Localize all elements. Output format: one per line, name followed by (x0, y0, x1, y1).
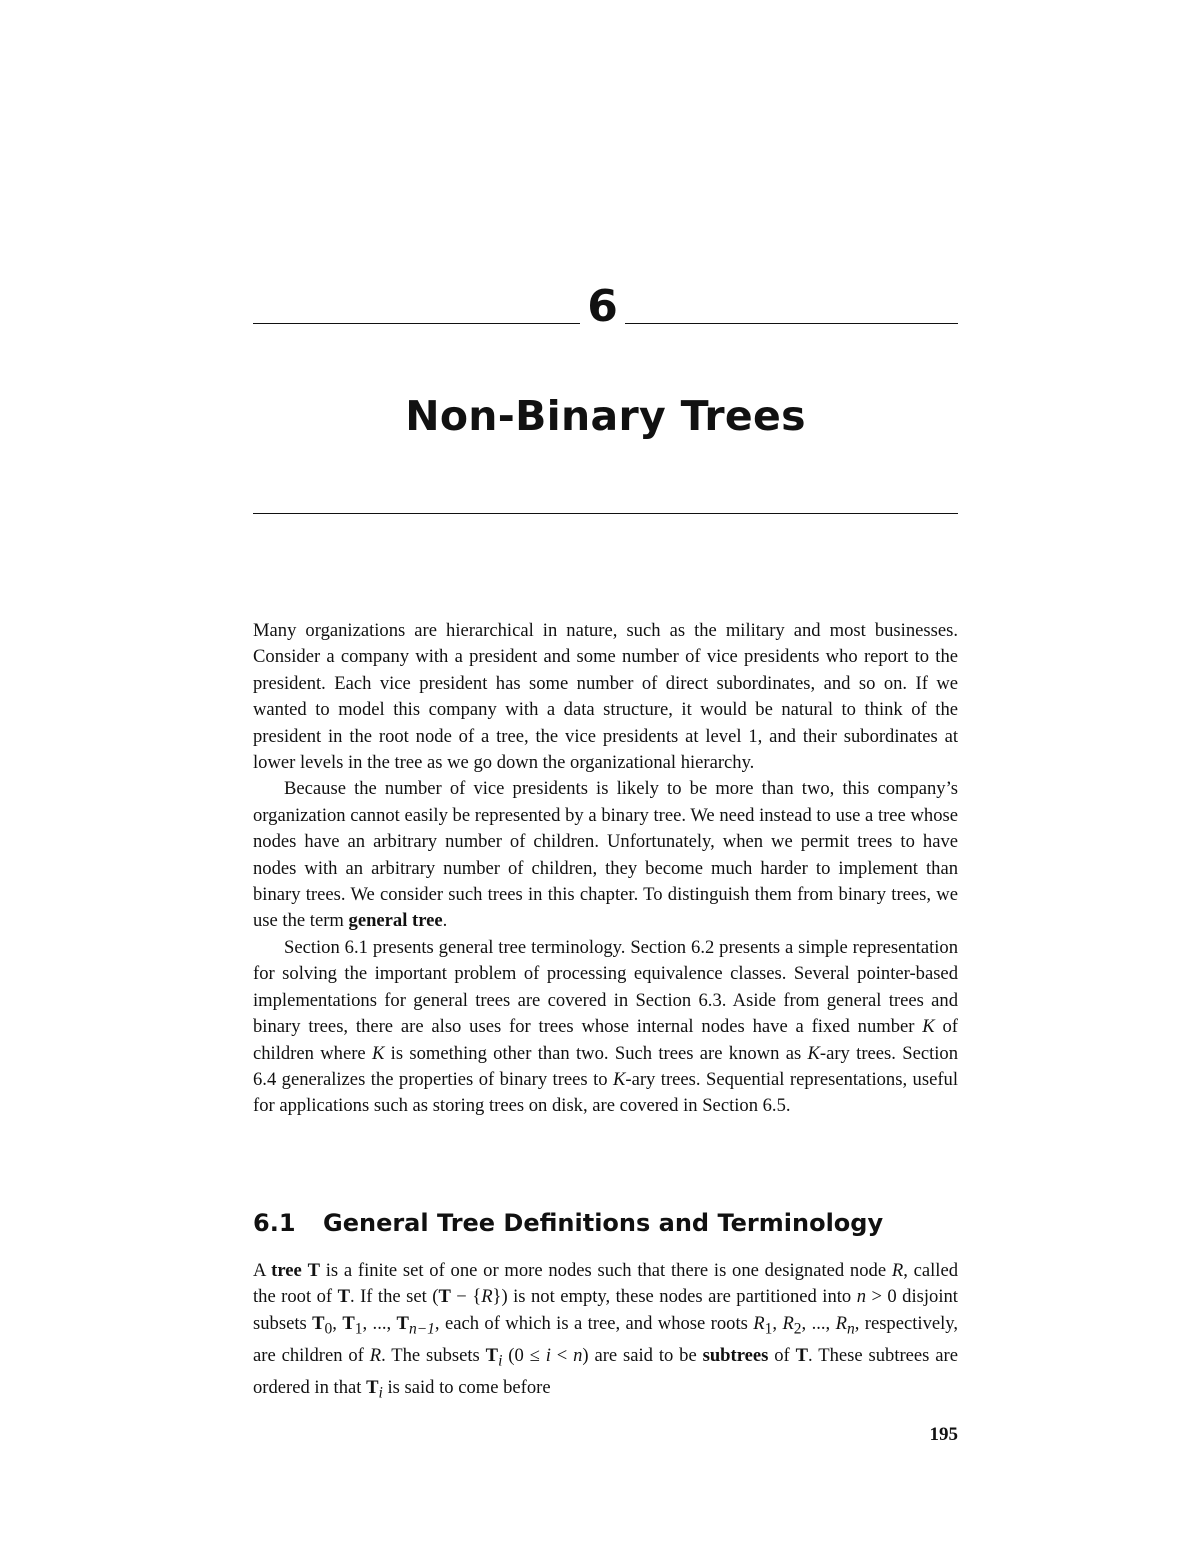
section-title: General Tree Definitions and Terminology (323, 1209, 884, 1237)
section-number: 6.1 (253, 1209, 296, 1237)
chapter-title: Non-Binary Trees (405, 392, 806, 440)
definition-paragraph: A tree T is a finite set of one or more nodes such that there is one designated node R, called the root of T. If the set (T − {R}) is not empty, these nodes are partitioned into n > 0 disjoint subsets $T_0$, $T_1$, ..., $T_{n-1}$, each of which is a tree, and whose roots $R_1$, $R_2$, ..., $R_n$, respectively, are children of R. The subsets $T_i$ (0 ≤ i < n) are said to be subtrees of T. These subtrees are ordered in that $T_i$ is said to come before (253, 1260, 959, 1402)
chapter-number: 6 (587, 281, 618, 332)
title-rule (253, 513, 958, 514)
term-subtrees: subtrees (702, 1344, 769, 1366)
chapter-rule-left (253, 323, 580, 324)
section-body (253, 1258, 958, 1407)
section-heading (253, 1203, 958, 1243)
chapter-intro (253, 618, 958, 1120)
chapter-rule-right (625, 323, 958, 324)
intro-paragraph-3: Section 6.1 presents general tree terminology. Section 6.2 presents a simple representation for solving the important problem of processing equivalence classes. Several pointer-based implementations for general trees are covered in Section 6.3. Aside from general trees and binary trees, there are also uses for trees whose internal nodes have a fixed number K of children where K is something other than two. Such trees are known as K-ary trees. Section 6.4 generalizes the properties of binary trees to K-ary trees. Sequential representations, useful for applications such as storing trees on disk, are covered in Section 6.5. (253, 936, 959, 1117)
term-general-tree: general tree (348, 910, 443, 932)
chapter-header (253, 280, 958, 340)
intro-paragraph-2: Because the number of vice presidents is likely to be more than two, this company’s organization cannot easily be represented by a binary tree. We need instead to use a tree whose nodes have an arbitrary number of children. Unfortunately, when we permit trees to have nodes with an arbitrary number of children, they become much harder to implement than binary trees. We consider such trees in this chapter. To distinguish them from binary trees, we use the term general tree. (253, 778, 958, 932)
term-tree: tree (271, 1260, 302, 1281)
intro-paragraph-1: Many organizations are hierarchical in nature, such as the military and most businesses. Consider a company with a president and some number of vice presidents who report to the president. Each vice president has some number of direct subordinates, and so on. If we wanted to model this company with a data structure, it would be natural to think of the president in the root node of a tree, the vice presidents at level 1, and their subordinates at lower levels in the tree as we go down the organizational hierarchy. (253, 620, 958, 774)
page-number: 195 (929, 1424, 958, 1445)
